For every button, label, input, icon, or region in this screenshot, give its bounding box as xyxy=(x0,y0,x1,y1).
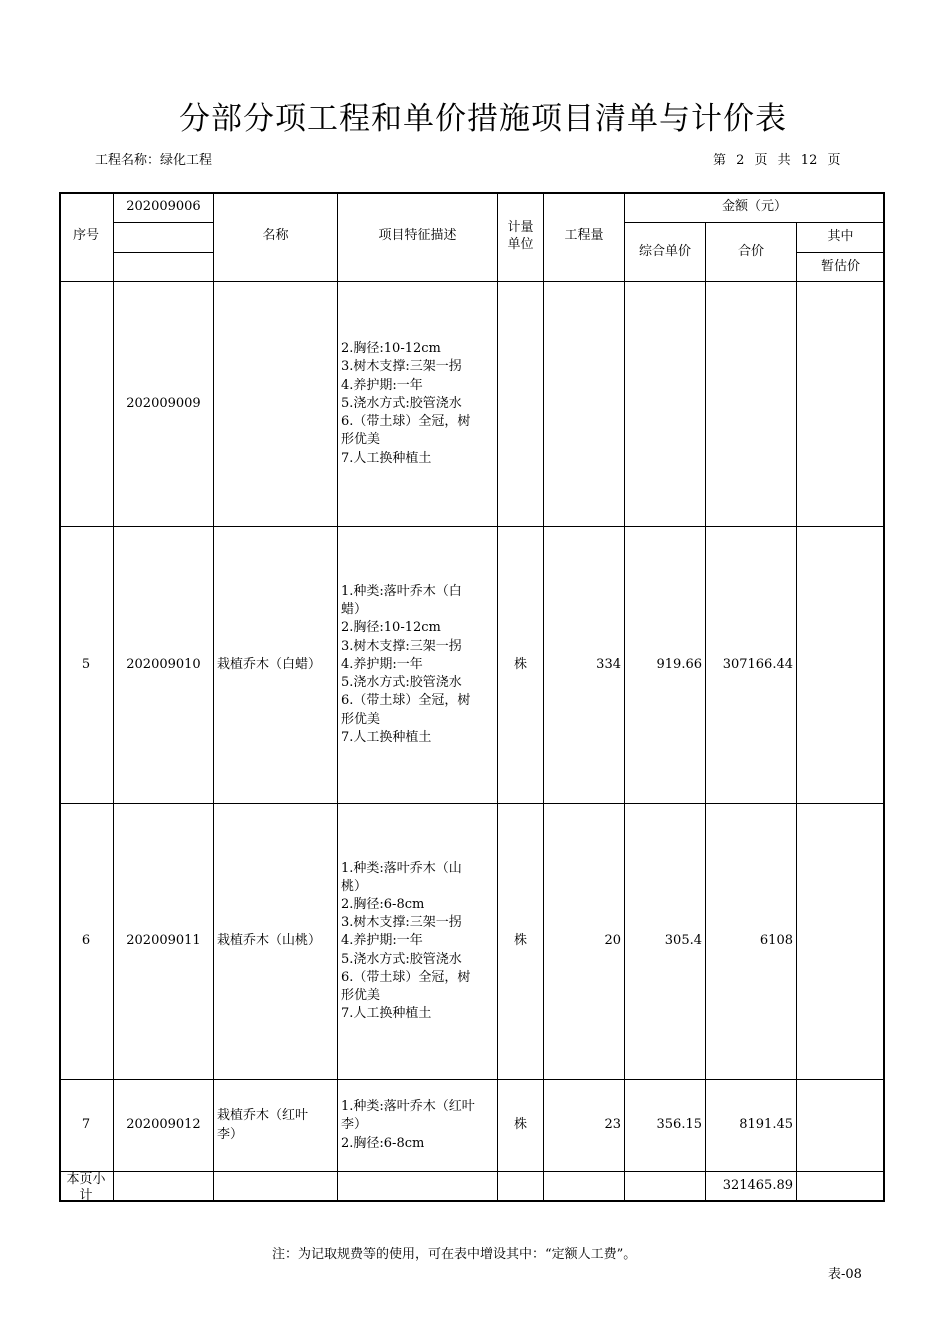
subtotal-desc xyxy=(338,1172,498,1202)
row-unit-price: 305.4 xyxy=(625,804,706,1080)
row-provisional xyxy=(797,804,885,1080)
row-provisional xyxy=(797,1080,885,1172)
header-unit: 计量 单位 xyxy=(498,192,544,282)
header-unit-price: 综合单价 xyxy=(625,223,706,282)
row-unit-price xyxy=(625,282,706,527)
row-total: 307166.44 xyxy=(706,527,797,804)
subtotal-name xyxy=(214,1172,338,1202)
row-provisional xyxy=(797,282,885,527)
footnote: 注：为记取规费等的使用，可在表中增设其中：“定额人工费”。 xyxy=(272,1247,637,1262)
header-seq: 序号 xyxy=(59,192,114,282)
page-info: 第 2 页 共 12 页 xyxy=(713,153,841,168)
row-unit: 株 xyxy=(498,1080,544,1172)
header-code: 202009006 xyxy=(114,192,214,223)
row-desc: 2.胸径:10-12cm 3.树木支撑:三架一拐 4.养护期:一年 5.浇水方式:胶管浇水 6.（带土球）全冠，树 形优美 7.人工换种植土 xyxy=(338,282,498,527)
row-unit-price: 356.15 xyxy=(625,1080,706,1172)
row-total xyxy=(706,282,797,527)
header-code-blank-1 xyxy=(114,223,214,253)
row-code: 202009010 xyxy=(114,527,214,804)
project-name: 工程名称：绿化工程 xyxy=(95,153,213,168)
row-seq: 5 xyxy=(59,527,114,804)
subtotal-provisional xyxy=(797,1172,885,1202)
row-name xyxy=(214,282,338,527)
row-desc: 1.种类:落叶乔木（红叶 李） 2.胸径:6-8cm xyxy=(338,1080,498,1172)
row-total: 6108 xyxy=(706,804,797,1080)
header-amount: 金额（元） xyxy=(625,192,885,223)
row-qty xyxy=(544,282,625,527)
header-desc: 项目特征描述 xyxy=(338,192,498,282)
header-name: 名称 xyxy=(214,192,338,282)
subtotal-code xyxy=(114,1172,214,1202)
header-total: 合价 xyxy=(706,223,797,282)
subtotal-unit-price xyxy=(625,1172,706,1202)
row-code: 202009011 xyxy=(114,804,214,1080)
row-qty: 334 xyxy=(544,527,625,804)
row-unit xyxy=(498,282,544,527)
row-name: 栽植乔木（白蜡） xyxy=(214,527,338,804)
row-qty: 23 xyxy=(544,1080,625,1172)
row-desc: 1.种类:落叶乔木（白 蜡） 2.胸径:10-12cm 3.树木支撑:三架一拐 4.养护期:一年 5.浇水方式:胶管浇水 6.（带土球）全冠，树 形优美 7.人工换种植土 xyxy=(338,527,498,804)
row-name: 栽植乔木（山桃） xyxy=(214,804,338,1080)
row-provisional xyxy=(797,527,885,804)
row-code: 202009009 xyxy=(114,282,214,527)
page-title: 分部分项工程和单价措施项目清单与计价表 xyxy=(179,101,787,137)
header-of-which: 其中 xyxy=(797,223,885,253)
row-seq xyxy=(59,282,114,527)
subtotal-label: 本页小 计 xyxy=(59,1172,114,1202)
row-seq: 6 xyxy=(59,804,114,1080)
header-qty: 工程量 xyxy=(544,192,625,282)
subtotal-qty xyxy=(544,1172,625,1202)
row-name: 栽植乔木（红叶 李） xyxy=(214,1080,338,1172)
row-unit-price: 919.66 xyxy=(625,527,706,804)
row-desc: 1.种类:落叶乔木（山 桃） 2.胸径:6-8cm 3.树木支撑:三架一拐 4.养护期:一年 5.浇水方式:胶管浇水 6.（带土球）全冠，树 形优美 7.人工换种植土 xyxy=(338,804,498,1080)
row-seq: 7 xyxy=(59,1080,114,1172)
pricing-table xyxy=(59,192,885,1202)
subtotal-unit xyxy=(498,1172,544,1202)
form-number: 表-08 xyxy=(828,1267,862,1282)
row-qty: 20 xyxy=(544,804,625,1080)
row-unit: 株 xyxy=(498,527,544,804)
row-unit: 株 xyxy=(498,804,544,1080)
header-code-blank-2 xyxy=(114,253,214,282)
row-total: 8191.45 xyxy=(706,1080,797,1172)
row-code: 202009012 xyxy=(114,1080,214,1172)
subtotal-total: 321465.89 xyxy=(706,1172,797,1202)
header-provisional: 暂估价 xyxy=(797,253,885,282)
